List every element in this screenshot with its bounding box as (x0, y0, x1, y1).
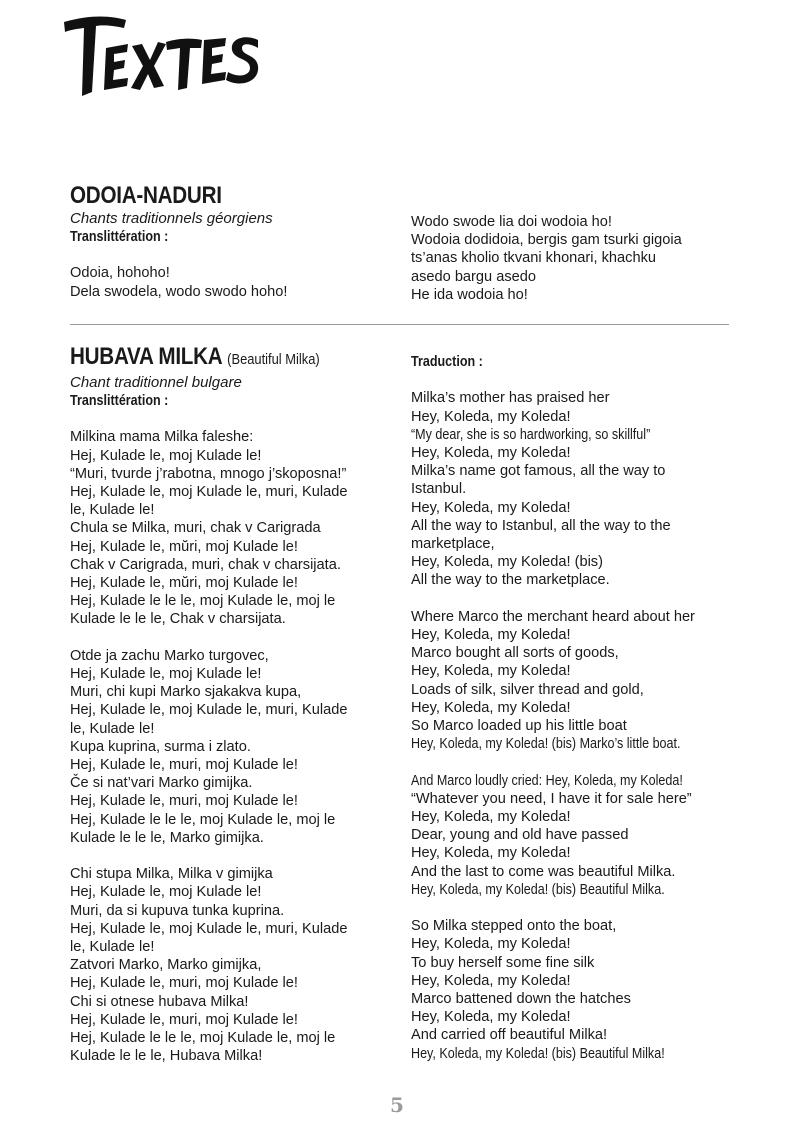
song-subtitle: (Beautiful Milka) (227, 351, 320, 368)
song-origin: Chants traditionnels géorgiens (70, 210, 273, 227)
lyric-line: Chi stupa Milka, Milka v gimijka (70, 866, 273, 883)
lyric-line: And the last to come was beautiful Milka. (411, 863, 676, 880)
lyric-line: Kulade le le le, Marko gimijka. (70, 829, 264, 846)
lyric-line: Hej, Kulade le le le, moj Kulade le, moj le (70, 593, 336, 610)
lyric-line: Hej, Kulade le, mŭri, moj Kulade le! (70, 575, 298, 592)
logo-text: Textes (62, 8, 65, 9)
lyric-line: le, Kulade le! (70, 502, 155, 519)
lyric-line: Kupa kuprina, surma i zlato. (70, 738, 251, 755)
lyric-line: And carried off beautiful Milka! (411, 1027, 608, 1044)
lyric-line: Hey, Koleda, my Koleda! (bis) Beautiful Milka. (411, 881, 665, 898)
lyric-line: Hej, Kulade le, moj Kulade le! (70, 666, 262, 683)
lyric-line: So Marco loaded up his little boat (411, 718, 627, 735)
lyric-line: He ida wodoia ho! (411, 286, 528, 303)
lyric-line: Hey, Koleda, my Koleda! (411, 445, 571, 461)
lyric-line: Hej, Kulade le, moj Kulade le, muri, Kulade (70, 920, 348, 937)
lyric-line: Loads of silk, silver thread and gold, (411, 681, 644, 698)
lyric-line: Hey, Koleda, my Koleda! (411, 408, 571, 425)
section2-left (70, 343, 360, 1065)
lyric-line: Chula se Milka, muri, chak v Carigrada (70, 520, 321, 537)
lyric-line: Hey, Koleda, my Koleda! (411, 809, 571, 826)
lyric-line: Hej, Kulade le, muri, moj Kulade le! (70, 1011, 298, 1028)
lyric-line: Hey, Koleda, my Koleda! (411, 499, 571, 516)
song-origin: Chant traditionnel bulgare (70, 374, 242, 391)
lyric-line: Istanbul. (411, 481, 467, 498)
lyric-line: Muri, chi kupi Marko sjakakva kupa, (70, 684, 302, 701)
lyric-line: Hej, Kulade le, moj Kulade le, muri, Kulade (70, 484, 348, 500)
lyric-line: Zatvori Marko, Marko gimijka, (70, 957, 262, 974)
lyric-line: Hej, Kulade le, moj Kulade le! (70, 447, 262, 464)
section1-left (70, 182, 287, 301)
lyric-line: le, Kulade le! (70, 720, 155, 737)
lyric-line: Wodoia dodidoia, bergis gam tsurki gigoia (411, 232, 682, 249)
lyric-line: Kulade le le le, Hubava Milka! (70, 1048, 263, 1065)
song-title: ODOIA-NADURI (70, 182, 222, 209)
lyric-line: Muri, da si kupuva tunka kuprina. (70, 902, 285, 919)
lyric-line: Hej, Kulade le, moj Kulade le, muri, Kulade (70, 702, 348, 719)
lyric-line: Milkina mama Milka faleshe: (70, 429, 254, 446)
lyric-line: Hey, Koleda, my Koleda! (411, 972, 571, 989)
lyric-line: All the way to Istanbul, all the way to the (411, 517, 671, 534)
translation-label: Traduction : (411, 354, 483, 370)
lyric-line: Marco battened down the hatches (411, 991, 631, 1008)
lyric-line: And Marco loudly cried: Hey, Koleda, my Koleda! (411, 772, 683, 789)
lyric-line: Chi si otnese hubava Milka! (70, 993, 249, 1010)
lyric-line: Milka’s mother has praised her (411, 390, 610, 407)
lyric-line: Hey, Koleda, my Koleda! (411, 936, 571, 953)
lyric-line: Hey, Koleda, my Koleda! (411, 1009, 571, 1026)
lyric-line: Odoia, hohoho! (70, 265, 170, 282)
lyric-line: Hey, Koleda, my Koleda! (bis) Beautiful Milka! (411, 1045, 665, 1062)
lyric-line: Hej, Kulade le le le, moj Kulade le, moj le (70, 1030, 336, 1047)
lyric-line: Hej, Kulade le, moj Kulade le! (70, 884, 262, 901)
lyric-line: Hey, Koleda, my Koleda! (411, 845, 571, 862)
section2-right (411, 353, 727, 1063)
lyric-line: Hey, Koleda, my Koleda! (411, 663, 571, 680)
lyric-line: All the way to the marketplace. (411, 572, 610, 589)
song-title-text: HUBAVA MILKA (70, 343, 222, 370)
lyric-line: Hey, Koleda, my Koleda! (bis) (411, 554, 603, 571)
lyric-line: ts’anas kholio tkvani khonari, khachku (411, 250, 656, 267)
transliteration-label: Translittération : (70, 393, 169, 409)
song-title (70, 343, 320, 374)
lyric-line: Hej, Kulade le le le, moj Kulade le, moj le (70, 811, 336, 828)
lyric-line: Hej, Kulade le, mŭri, moj Kulade le! (70, 538, 298, 555)
lyric-line: le, Kulade le! (70, 939, 155, 956)
lyric-line: Hey, Koleda, my Koleda! (411, 627, 571, 644)
transliteration-label: Translittération : (70, 229, 169, 245)
lyric-line: Če si nat’vari Marko gimijka. (70, 775, 253, 792)
lyric-line: marketplace, (411, 536, 495, 553)
lyric-line: Chak v Carigrada, muri, chak v charsijata. (70, 556, 341, 573)
lyric-line: “Whatever you need, I have it for sale here” (411, 790, 692, 807)
lyric-line: Milka’s name got famous, all the way to (411, 463, 666, 480)
section-divider (70, 324, 729, 325)
lyric-line: “Muri, tvurde j’rabotna, mnogo j’skoposna!” (70, 465, 347, 482)
lyric-line: Hej, Kulade le, muri, moj Kulade le! (70, 757, 298, 774)
lyric-line: Kulade le le le, Chak v charsijata. (70, 611, 286, 628)
lyric-line: Hej, Kulade le, muri, moj Kulade le! (70, 793, 298, 810)
lyric-line: asedo bargu asedo (411, 268, 536, 285)
page-number: 5 (390, 1093, 404, 1117)
lyric-line: Hey, Koleda, my Koleda! (bis) Marko’s little boat. (411, 736, 681, 753)
lyric-line: Otde ja zachu Marko turgovec, (70, 647, 269, 664)
lyric-line: Dear, young and old have passed (411, 827, 629, 844)
lyric-line: Marco bought all sorts of goods, (411, 645, 619, 662)
lyric-line: To buy herself some fine silk (411, 954, 595, 971)
textes-logo (62, 8, 262, 100)
section1-right (411, 213, 682, 304)
lyric-line: Wodo swode lia doi wodoia ho! (411, 214, 612, 230)
lyric-line: Dela swodela, wodo swodo hoho! (70, 283, 288, 300)
lyric-line: Where Marco the merchant heard about her (411, 608, 695, 625)
lyric-line: So Milka stepped onto the boat, (411, 918, 617, 935)
lyric-line: Hey, Koleda, my Koleda! (411, 699, 571, 716)
lyric-line: Hej, Kulade le, muri, moj Kulade le! (70, 975, 298, 992)
lyric-line: “My dear, she is so hardworking, so skillful” (411, 426, 651, 443)
